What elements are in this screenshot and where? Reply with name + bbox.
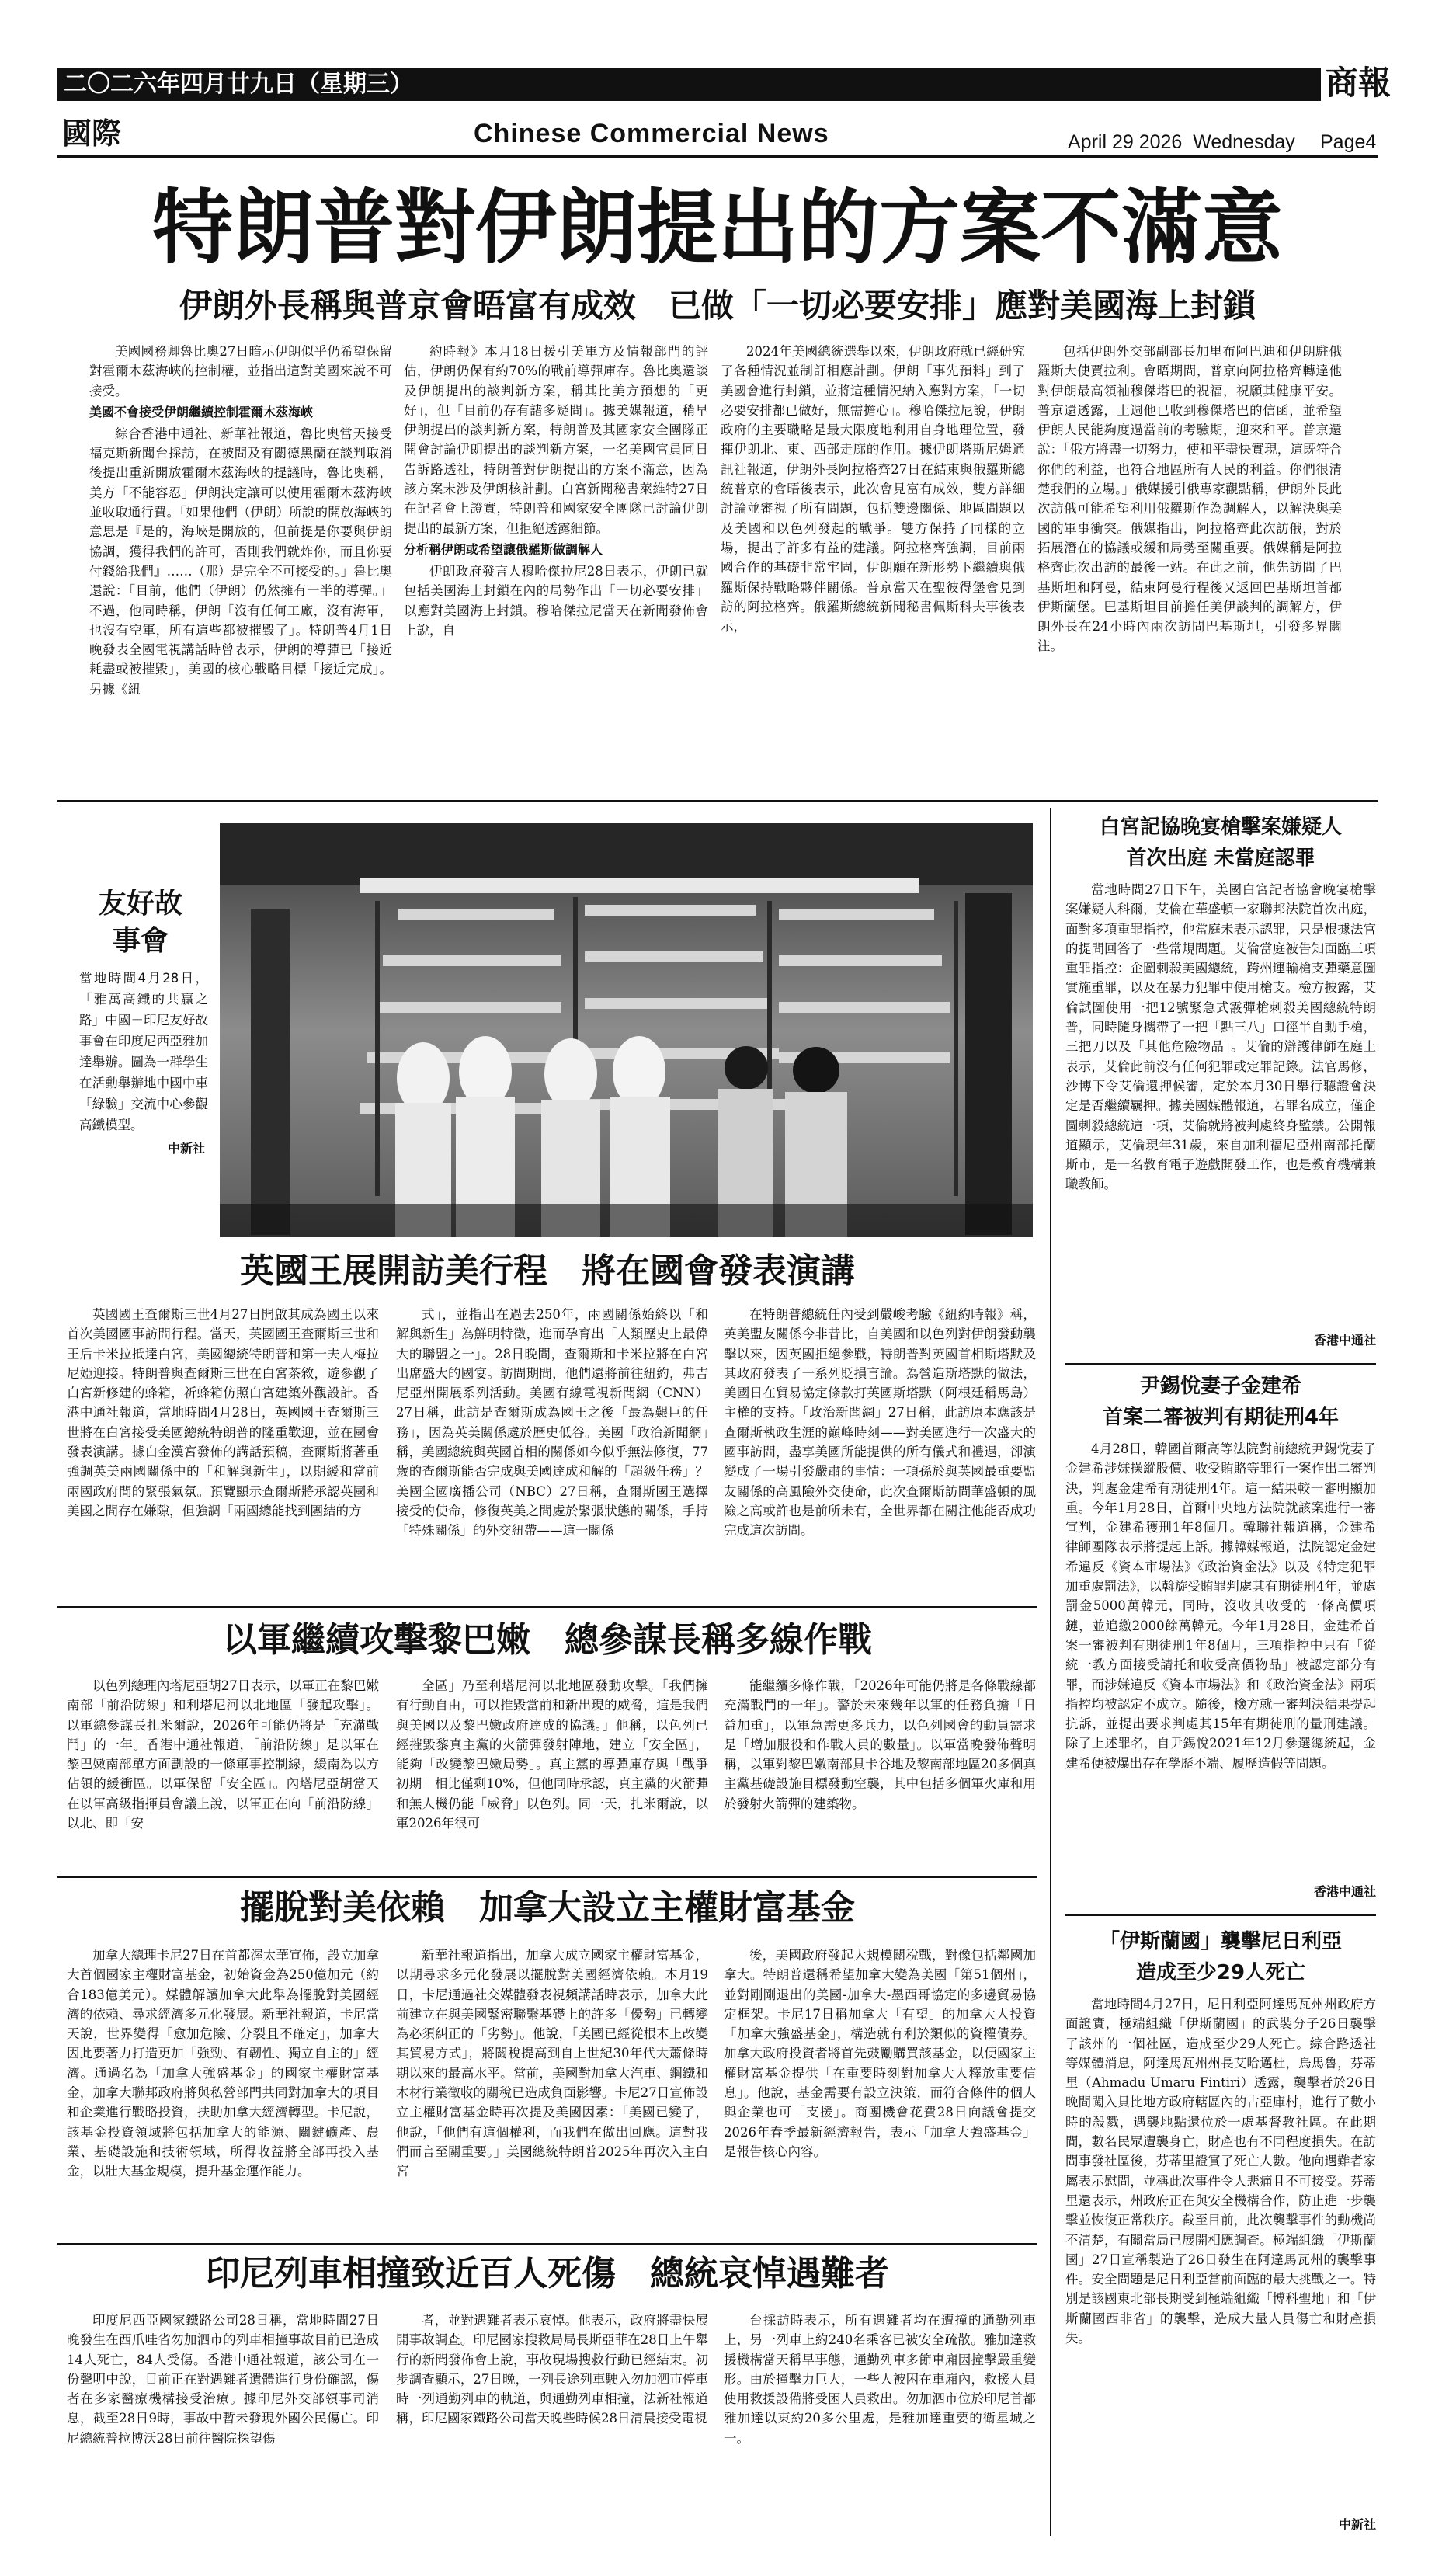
lead-paragraph-3: 約時報》本月18日援引美軍方及情報部門的評估，伊朗仍保有約70%的戰前導彈庫存。魯比奧還談及伊朗提出的談判新方案，稱其比美方預想的「更好」，但「目前仍存有諸多疑問」。據美媒報道，稍早伊朗提出的談判新方案，特朗普及其國家安全團隊正開會討論伊朗提出的談判新方案，一名美國官員同日告訴路透社，特朗普對伊朗提出的方案不滿意，因為該方案未涉及伊朗核計劃。白宮新聞秘書萊維特27日在記者會上證實，特朗普和國家安全團隊已討論伊朗提出的最新方案，但拒絕透露細節。 xyxy=(404,344,708,536)
sidebar-2-title-line-1: 尹錫悅妻子金建希 xyxy=(1139,1375,1301,1398)
lead-bottom-rule xyxy=(57,800,1378,802)
sidebar-3-text: 當地時間4月27日，尼日利亞阿達馬瓦州州政府方面證實，極端組織「伊斯蘭國」的武裝分子26日襲擊了該州的一個社區，造成至少29人死亡。綜合路透社等媒體消息，阿達馬瓦州州長艾哈邁杜，烏馬魯，芬蒂里（Ahmadu Umaru Fintiri）透露，襲擊者於26日晚間闖入貝比地方政府轄區內的古亞庫村，進行了數小時的殺戮，遇襲地點還位於一處基督教社區。在此期間，數名民眾遭襲身亡，財產也有不同程度損失。在訪問事發社區後，芬蒂里證實了死亡人數。他向遇難者家屬表示慰問，並稱此次事件令人悲痛且不可接受。芬蒂里還表示，州政府正在與安全機構合作，防止進一步襲擊並恢復正常秩序。截至目前，此次襲擊事件的動機尚不清楚，有關當局已展開相應調查。極端組織「伊斯蘭國」27日宣稱製造了26日發生在阿達馬瓦州的襲擊事件。安全問題是尼日利亞當前面臨的最大挑戰之一。特別是該國東北部長期受到極端組織「博科聖地」和「伊斯蘭國西非省」的襲擊，造成大量人員傷亡和財產損失。 xyxy=(1065,1997,1376,2346)
indonesia-column-3: 台採訪時表示，所有遇難者均在遭撞的通勤列車上，另一列車上約240名乘客已被安全疏散。雅加達救援機構當天稱早事態，通勤列車多節車廂因撞擊嚴重變形。由於撞擊力巨大，一些人被困在車廂內，救援人員使用救援設備將受困人員救出。勿加泗市位於印尼首都雅加達以東約20多公里處，是雅加達重要的衛星城之一。 xyxy=(724,2313,1036,2446)
paper-name: Chinese Commercial News xyxy=(474,119,829,148)
photo-caption-text: 當地時間4月28日，「雅萬高鐵的共贏之路」中國－印尼友好故事會在印度尼西亞雅加達舉辦。圖為一群學生在活動舉辦地中國中車「綠驗」交流中心參觀高鐵模型。 xyxy=(79,971,208,1132)
photo-credit: 中新社 xyxy=(167,1141,205,1156)
canada-column-3: 後，美國政府發起大規模關稅戰，對像包括鄰國加拿大。特朗普還稱希望加拿大變為美國「第51個州」，並對剛剛退出的美國-加拿大-墨西哥協定的多邊貿易協定框架。卡尼17日稱加拿大「有望」的加拿大人投資「加拿大強盛基金」，構造就有利於類似的資權債券。加拿大政府投資者將首先鼓勵購買該基金，以便國家主權財富基金提供「在重要時刻對加拿大人釋放重要信息」。他說，基金需要有設立決策，而符合條件的個人與企業也可「支援」。商團機會花費28日向議會提交2026年春季最新經濟報告，表示「加拿大強盛基金」是報告核心內容。 xyxy=(724,1948,1036,2159)
king-column-3: 在特朗普總統任內受到嚴峻考驗《紐約時報》稱，英美盟友關係今非昔比，自美國和以色列對伊朗發動襲擊以來，因英國拒絕參戰，特朗普對英國首相斯塔默及其政府發表了一系列貶損言論。為營造斯塔默的做法，美國日在貿易協定條款打英國斯塔默（阿根廷稱馬島）主權的支持。「政治新聞網」27日稱，此訪原本應該是查爾斯執政生涯的巔峰時刻——對美國進行一次盛大的國事訪問，盡享美國所能提供的所有儀式和禮遇，卻演變成了一場引發嚴肅的事情：一項孫於與英國最重要盟友關係的高風險外交使命，此次查爾斯訪問華盛頓的風險之高或許也是前所未有，全世界都在關注他能否成功完成這次訪問。 xyxy=(724,1307,1036,1539)
page-number: Page4 xyxy=(1320,131,1377,153)
sidebar-2-title-line-2: 首案二審被判有期徒刑4年 xyxy=(1102,1406,1340,1429)
sidebar-rule-1 xyxy=(1065,1363,1376,1365)
sidebar-divider xyxy=(1050,808,1051,2536)
photo-illustration xyxy=(220,823,1033,1237)
lebanon-headline: 以軍繼續攻擊黎巴嫩 總參謀長稱多線作戰 xyxy=(223,1620,872,1660)
lebanon-bottom-rule xyxy=(57,1876,1037,1878)
sidebar-1-text: 當地時間27日下午，美國白宮記者協會晚宴槍擊案嫌疑人科爾，艾倫在華盛頓一家聯邦法院首次出庭，面對多項重罪指控，他當庭未表示認罪，只是根據法官的提問回答了一些常規問題。艾倫當庭被告知面臨三項重罪指控：企圖刺殺美國總統，跨州運輸槍支彈藥意圖實施重罪，以及在暴力犯罪中使用槍支。檢方披露，艾倫試圖使用一把12號緊急式霰彈槍刺殺美國總統特朗普，同時隨身攜帶了一把「點三八」口徑半自動手槍，三把刀以及「其他危險物品」。艾倫的辯護律師在庭上表示，艾倫此前沒有任何犯罪或定罪記錄。法官馬修，沙博下令艾倫還押候審，定於本月30日舉行聽證會決定是否繼續羈押。據美國媒體報道，若罪名成立，僅企圖刺殺總統這一項，艾倫就將被判處終身監禁。公開報道顯示，艾倫現年31歲，來自加利福尼亞州南部托蘭斯市，是一名教育電子遊戲開發工作，也是教育機構兼職教師。 xyxy=(1065,882,1376,1192)
photo-caption-title: 友好故事會 xyxy=(98,888,182,957)
lead-column-2 xyxy=(404,342,708,777)
lead-column-1 xyxy=(89,342,392,777)
sidebar-story-3 xyxy=(1065,1926,1376,2536)
sidebar-1-title-line-1: 白宮記協晚宴槍擊案嫌疑人 xyxy=(1099,816,1342,839)
lead-paragraph-4: 伊朗政府發言人穆哈傑拉尼28日表示，伊朗已就包括美國海上封鎖在內的局勢作出「一切必要安排」以應對美國海上封鎖。穆哈傑拉尼當天在新聞發佈會上說，自 xyxy=(404,563,708,638)
canada-headline: 擺脫對美依賴 加拿大設立主權財富基金 xyxy=(240,1888,855,1928)
sidebar-rule-2 xyxy=(1065,1914,1376,1916)
section-label: 國際 xyxy=(62,116,122,151)
king-bottom-rule xyxy=(57,1606,1037,1608)
lebanon-column-2: 全區」乃至利塔尼河以北地區發動攻擊。「我們擁有行動自由，可以推毀當前和新出現的威脅，這是我們與美國以及黎巴嫩政府達成的協議。」他稱，以色列已經摧毀黎真主黨的火箭彈發射陣地，建立「安全區」，能夠「改變黎巴嫩局勢」。真主黨的導彈庫存與「戰爭初期」相比僅剩10%，但他同時承認，真主黨的火箭彈和無人機仍能「威脅」以色列。同一天，扎米爾說，以軍2026年很可 xyxy=(396,1678,708,1831)
lead-subhead-2: 分析稱伊朗或希望讓俄羅斯做調解人 xyxy=(404,541,603,557)
king-column-2: 式」，並指出在過去250年，兩國關係始終以「和解與新生」為鮮明特徵，進而孕育出「人類歷史上最偉大的聯盟之一」。28日晚間，查爾斯和卡米拉將在白宮出席盛大的國宴。訪問期間，他們還將前往紐約，弗吉尼亞州開展系列活動。美國有線電視新聞網（CNN）27日稱，此訪是查爾斯成為國王之後「最為艱巨的任務」，因為英美關係處於歷史低谷。美國「政治新聞網」稱，美國總統與英國首相的關係如今似乎無法修復，77歲的查爾斯能否完成與美國達成和解的「超級任務」？美國全國廣播公司（NBC）27日稱，查爾斯國王選擇接受的使命，修復英美之間處於緊張狀態的關係，手持「特殊關係」的外交紐帶——這一關係 xyxy=(396,1307,708,1539)
lead-paragraph-1: 美國國務卿魯比奧27日暗示伊朗似乎仍希望保留對霍爾木茲海峽的控制權，並指出這對美國來說不可接受。 xyxy=(89,344,392,398)
sidebar-2-text: 4月28日，韓國首爾高等法院對前總統尹錫悅妻子金建希涉嫌操縱股價、收受賄賂等罪行一案作出二審判決，判處金建希有期徒刑4年。這一結果較一審明顯加重。今年1月28日，首爾中央地方法院就該案進行一審宣判，金建希獲刑1年8個月。韓聯社報道稱，金建希律師團隊表示將提起上訴。據韓媒報道，法院認定金建希違反《資本市場法》《政治資金法》以及《特定犯罪加重處罰法》，以斡旋受賄罪判處其有期徒刑4年，並處罰金5000萬韓元，同時，沒收其收受的一條高價項鏈，並追繳2000餘萬韓元。今年1月28日，金建希首案一審被判有期徒刑1年8個月，三項指控中只有「從統一教方面接受請托和收受高價物品」被認定部分有罪，而涉嫌違反《資本市場法》和《政治資金法》兩項指控均被認定不成立。隨後，檢方就一審判決結果提起抗訴，並提出要求判處其15年有期徒刑的量刑建議。除了上述罪名，自尹錫悅2021年12月參選總統起，金建希便被爆出存在學歷不端、履歷造假等問題。 xyxy=(1065,1441,1376,1771)
sidebar-2-credit: 香港中通社 xyxy=(1313,1884,1376,1899)
lead-paragraph-5: 2024年美國總統選舉以來，伊朗政府就已經研究了各種情況並制訂相應計劃。伊朗「事先預料」到了美國會進行封鎖，並將這種情況納入應對方案，「一切必要安排都已做好，無需擔心」。穆哈傑拉尼說，伊朗政府的主要職略是最大限度地利用自身地理位置，發揮伊朗北、東、西部走廊的作用。據伊朗塔斯尼姆通訊社報道，伊朗外長阿拉格齊27日在結束與俄羅斯總統普京的會晤後表示，此次會見富有成效，雙方詳細討論並審視了所有問題，包括雙邊關係、地區問題以及美國和以色列發起的戰爭。雙方保持了同樣的立場，提出了許多有益的建議。阿拉格齊強調，目前兩國合作的基礎非常牢固，伊朗願在新形勢下繼續與俄羅斯保持戰略夥伴關係。普京當天在聖彼得堡會見到訪的阿拉格齊。俄羅斯總統新聞秘書佩斯科夫事後表示， xyxy=(721,344,1025,635)
sidebar-1-credit: 香港中通社 xyxy=(1313,1333,1376,1348)
lead-subhead: 伊朗外長稱與普京會晤富有成效 已做「一切必要安排」應對美國海上封鎖 xyxy=(179,287,1256,325)
lead-column-4 xyxy=(1037,342,1342,777)
date-en: April 29 2026 Wednesday xyxy=(1068,131,1295,153)
canada-bottom-rule xyxy=(57,2243,1037,2245)
lead-headline: 特朗普對伊朗提出的方案不滿意 xyxy=(151,180,1283,275)
canada-column-1: 加拿大總理卡尼27日在首都渥太華宣佈，設立加拿大首個國家主權財富基金，初始資金為250億加元（約合183億美元）。媒體解讀加拿大此舉為擺脫對美國經濟的依賴、尋求經濟多元化發展。新華社報道，卡尼當天說，世界變得「愈加危險、分裂且不確定」，加拿大因此要著力打造更加「強勁、有韌性、獨立自主的」經濟。通過名為「加拿大強盛基金」的國家主權財富基金，加拿大聯邦政府將與私營部門共同對加拿大的項目和企業進行戰略投資，扶助加拿大經濟轉型。卡尼說，該基金投資領域將包括加拿大的能源、關鍵礦產、農業、基礎設施和技術領域，所得收益將全部再投入基金，以壯大基金規模，提升基金運作能力。 xyxy=(67,1948,379,2179)
sidebar-3-title-line-2: 造成至少29人死亡 xyxy=(1135,1961,1306,1984)
canada-column-2: 新華社報道指出，加拿大成立國家主權財富基金，以期尋求多元化發展以擺脫對美國經濟依賴。本月19日，卡尼通過社交媒體發表視頻講話時表示，加拿大此前建立在與美國緊密聯繫基礎上的許多「優勢」已轉變為必須糾正的「劣勢」。他說，「美國已經從根本上改變其貿易方式」，將關稅提高到自上世紀30年代大蕭條時期以來的最高水平。當前，美國對加拿大汽車、鋼鐵和木材行業徵收的關稅已造成負面影響。卡尼27日宣佈設立主權財富基金時再次提及美國因素：「美國已變了，他說，「他們有這個權利，而我們在做出回應。這對我們而言至關重要。」美國總統特朗普2025年再次入主白宮 xyxy=(396,1948,708,2179)
lead-paragraph-6: 包括伊朗外交部副部長加里布阿巴迪和伊朗駐俄羅斯大使賈拉利。會晤期間，普京向阿拉格齊轉達他對伊朗最高領袖穆傑塔巴的祝福，祝願其健康平安。普京還透露，上週他已收到穆傑塔巴的信函，並希望伊朗人民能夠度過當前的考驗期，迎來和平。普京還說：「俄方將盡一切努力，使和平盡快實現，這既符合你們的利益，也符合地區所有人民的利益。你們很清楚我們的立場。」俄媒援引俄專家觀點稱，伊朗外長此次訪俄可能希望利用俄羅斯作為調解人，以解決與美國的軍事衝突。俄媒指出，阿拉格齊此次訪俄，對於拓展潛在的協議或緩和局勢至關重要。俄媒稱是阿拉格齊此次出訪的最後一站。在此之前，他先訪問了巴基斯坦和阿曼，結束阿曼行程後又返回巴基斯坦首都伊斯蘭堡。巴基斯坦目前擔任美伊談判的調解方，伊朗外長在24小時內兩次訪問巴基斯坦，引發多界關注。 xyxy=(1037,344,1342,654)
sidebar-story-2 xyxy=(1065,1371,1376,1907)
sidebar-story-1 xyxy=(1065,812,1376,1355)
indonesia-column-2: 者，並對遇難者表示哀悼。他表示，政府將盡快展開事故調查。印尼國家搜救局局長斯亞菲在28日上午舉行的新聞發佈會上說，事故現場搜救行動已經結束。初步調查顯示，27日晚，一列長途列車駛入勿加泗市停車時一列通勤列車的軌道，與通勤列車相撞，法新社報道稱，印尼國家鐵路公司當天晚些時候28日清晨接受電視 xyxy=(396,2313,708,2426)
masthead-logo: 商報 xyxy=(1321,65,1395,101)
indonesia-column-1: 印度尼西亞國家鐵路公司28日稱，當地時間27日晚發生在西爪哇省勿加泗市的列車相撞事故目前已造成14人死亡，84人受傷。香港中通社報道，該公司在一份聲明中說，目前正在對遇難者遺體進行身份確認，傷者在多家醫療機構接受治療。據印尼外交部領事司消息，截至28日9時，事故中暫未發現外國公民傷亡。印尼總統普拉博沃28日前往醫院探望傷 xyxy=(67,2313,379,2446)
masthead-date: 二〇二六年四月廿九日（星期三） xyxy=(64,71,413,98)
lebanon-column-3: 能繼續多條作戰，「2026年可能仍將是各條戰線都充滿戰鬥的一年」。警於未來幾年以軍的任務負擔「日益加重」，以軍急需更多兵力，以色列國會的動員需求是「增加服役和作戰人員的數量」。以軍當晚發佈聲明稱，以軍對黎巴嫩南部貝卡谷地及黎南部地區20多個真主黨基礎設施目標發動空襲，其中包括多個軍火庫和用於發射火箭彈的建築物。 xyxy=(724,1678,1036,1811)
lead-subhead-1: 美國不會接受伊朗繼續控制霍爾木茲海峽 xyxy=(89,404,314,419)
sidebar-3-title-line-1: 「伊斯蘭國」襲擊尼日利亞 xyxy=(1099,1930,1342,1953)
lead-paragraph-2: 綜合香港中通社、新華社報道，魯比奧當天接受福克斯新聞台採訪，在被問及有關德黑蘭在談判取消後提出重新開放霍爾木茲海峽的提議時，魯比奧稱，美方「不能容忍」伊朗決定讓可以使用霍爾木茲海峽並收取通行費。「如果他們（伊朗）所說的開放海峽的意思是『是的，海峽是開放的，但前提是你要與伊朗協調，獲得我們的許可，否則我們就炸你，而且你要付錢給我們』……（那）是完全不可接受的。」魯比奧還說：「目前，他們（伊朗）仍然擁有一半的導彈。」不過，他同時稱，伊朗「沒有任何工廠，沒有海軍，也沒有空軍，所有這些都被摧毀了」。特朗普4月1日晚發表全國電視講話時曾表示，伊朗的導彈已「接近耗盡或被摧毀」，美國的核心戰略目標「接近完成」。另據《紐 xyxy=(89,426,392,697)
masthead-rule xyxy=(57,155,1378,158)
news-photo xyxy=(220,823,1033,1237)
lebanon-column-1: 以色列總理內塔尼亞胡27日表示，以軍正在黎巴嫩南部「前沿防線」和利塔尼河以北地區「發起攻擊」。以軍總參謀長扎米爾說，2026年可能仍將是「充滿戰鬥」的一年。香港中通社報道，「前沿防線」是以軍在黎巴嫩南部單方面劃設的一條軍事控制線，緩南為以方佔領的緩衝區。以軍保留「安全區」。內塔尼亞胡當天在以軍高級指揮員會議上說，以軍正在向「前沿防線」以北、即「安 xyxy=(67,1678,379,1831)
lead-column-3 xyxy=(721,342,1025,777)
sidebar-1-title-line-2: 首次出庭 未當庭認罪 xyxy=(1126,847,1315,870)
king-column-1: 英國國王查爾斯三世4月27日開啟其成為國王以來首次美國國事訪問行程。當天，英國國王查爾斯三世和王后卡米拉抵達白宮，美國總統特朗普和第一夫人梅拉尼婭迎接。特朗普與查爾斯三世在白宮茶敘，遊參觀了白宮新修建的蜂箱，祈蜂箱仿照白宮建築外觀設計。香港中通社報道，當地時間4月28日，英國國王查爾斯三世將在白宮接受美國總統特朗普的隆重歡迎，並在國會發表演講。據白金漢宮發佈的講話預稿，查爾斯將著重強調英美兩國關係中的「和解與新生」，以期緩和當前兩國政府間的緊張氣氛。預覽顯示查爾斯將承認英國和美國之間存在嫌隙，但強調「兩國總能找到團結的方 xyxy=(67,1307,379,1518)
sidebar-3-credit: 中新社 xyxy=(1338,2517,1376,2532)
indonesia-headline: 印尼列車相撞致近百人死傷 總統哀悼遇難者 xyxy=(206,2254,889,2293)
king-headline: 英國王展開訪美行程 將在國會發表演講 xyxy=(240,1251,855,1291)
photo-caption-box xyxy=(67,823,214,1219)
